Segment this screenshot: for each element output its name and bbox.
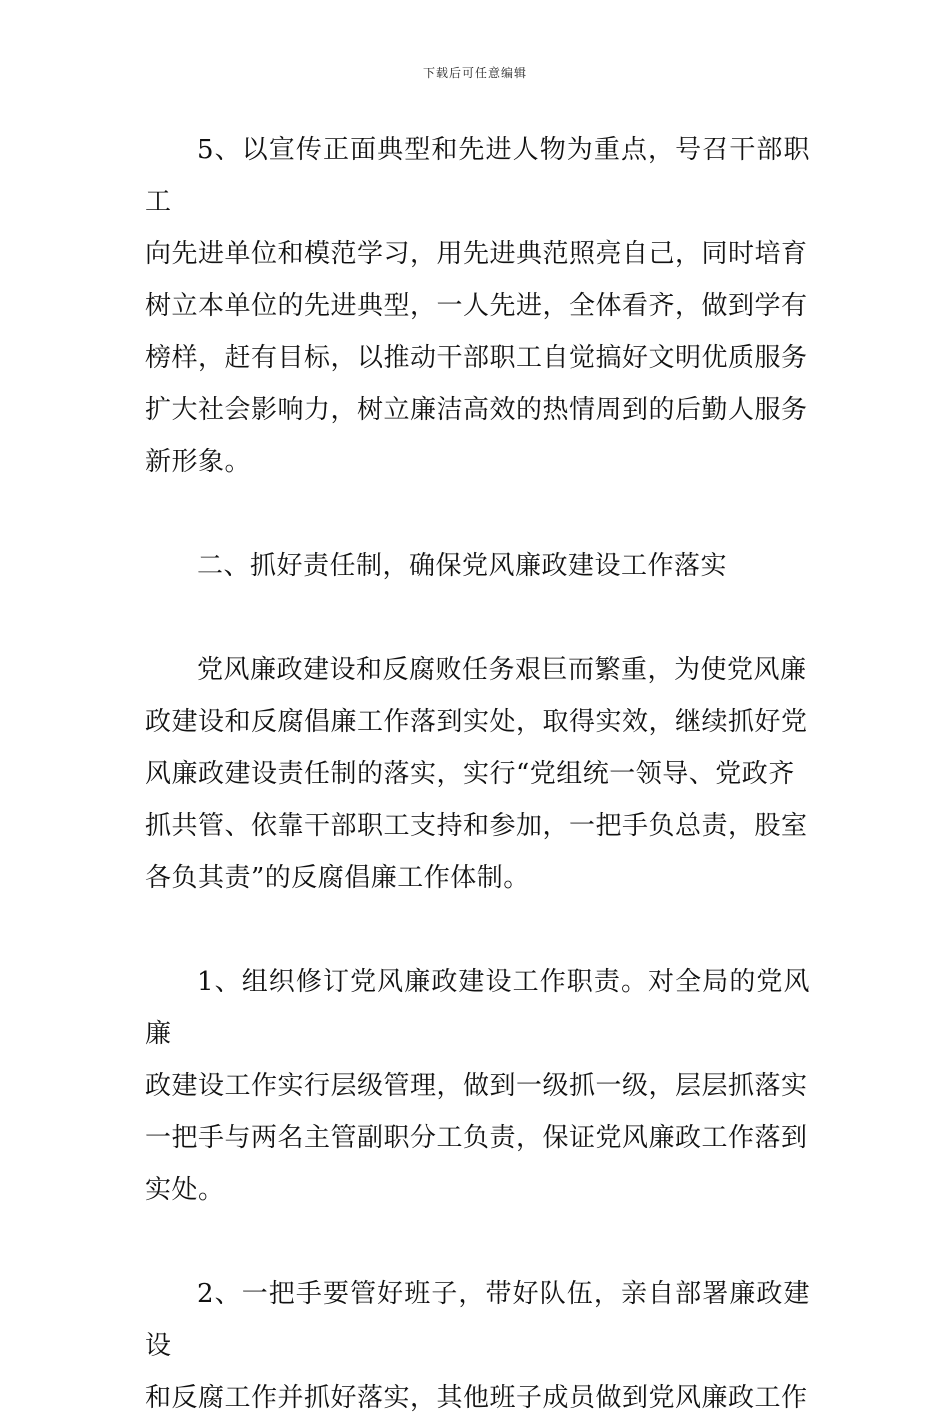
paragraph-gap xyxy=(145,904,810,956)
paragraph-item-2 xyxy=(145,1268,810,1424)
text-line: 风廉政建设责任制的落实，实行“党组统一领导、党政齐 xyxy=(145,759,795,789)
paragraph-gap xyxy=(145,488,810,540)
text-line: 实处。 xyxy=(145,1175,225,1205)
section-heading-2 xyxy=(145,540,810,592)
text-line: 政建设工作实行层级管理，做到一级抓一级，层层抓落实 xyxy=(145,1071,808,1101)
text-line: 2、一把手要管好班子，带好队伍，亲自部署廉政建设 xyxy=(145,1279,810,1361)
text-line: 各负其责”的反腐倡廉工作体制。 xyxy=(145,863,530,893)
text-line: 一把手与两名主管副职分工负责，保证党风廉政工作落到 xyxy=(145,1123,808,1153)
text-line: 抓共管、依靠干部职工支持和参加，一把手负总责，股室 xyxy=(145,811,808,841)
text-line: 5、以宣传正面典型和先进人物为重点，号召干部职工 xyxy=(145,135,810,217)
text-line: 新形象。 xyxy=(145,447,252,477)
paragraph-item-1 xyxy=(145,956,810,1216)
text-line: 二、抓好责任制，确保党风廉政建设工作落实 xyxy=(197,551,728,581)
text-line: 向先进单位和模范学习，用先进典范照亮自己，同时培育 xyxy=(145,239,808,269)
paragraph-gap xyxy=(145,592,810,644)
document-body xyxy=(145,124,810,1424)
paragraph-gap xyxy=(145,1216,810,1268)
text-line: 政建设和反腐倡廉工作落到实处，取得实效，继续抓好党 xyxy=(145,707,808,737)
text-line: 党风廉政建设和反腐败任务艰巨而繁重，为使党风廉 xyxy=(197,655,807,685)
text-line: 树立本单位的先进典型，一人先进，全体看齐，做到学有 xyxy=(145,291,808,321)
text-line: 和反腐工作并抓好落实，其他班子成员做到党风廉政工作 xyxy=(145,1383,808,1413)
text-line: 1、组织修订党风廉政建设工作职责。对全局的党风廉 xyxy=(145,967,810,1049)
text-line: 榜样，赶有目标，以推动干部职工自觉搞好文明优质服务 xyxy=(145,343,808,373)
text-line: 扩大社会影响力，树立廉洁高效的热情周到的后勤人服务 xyxy=(145,395,808,425)
section-intro-paragraph xyxy=(145,644,810,904)
paragraph-item-5 xyxy=(145,124,810,488)
header-note: 下载后可任意编辑 xyxy=(422,66,527,80)
